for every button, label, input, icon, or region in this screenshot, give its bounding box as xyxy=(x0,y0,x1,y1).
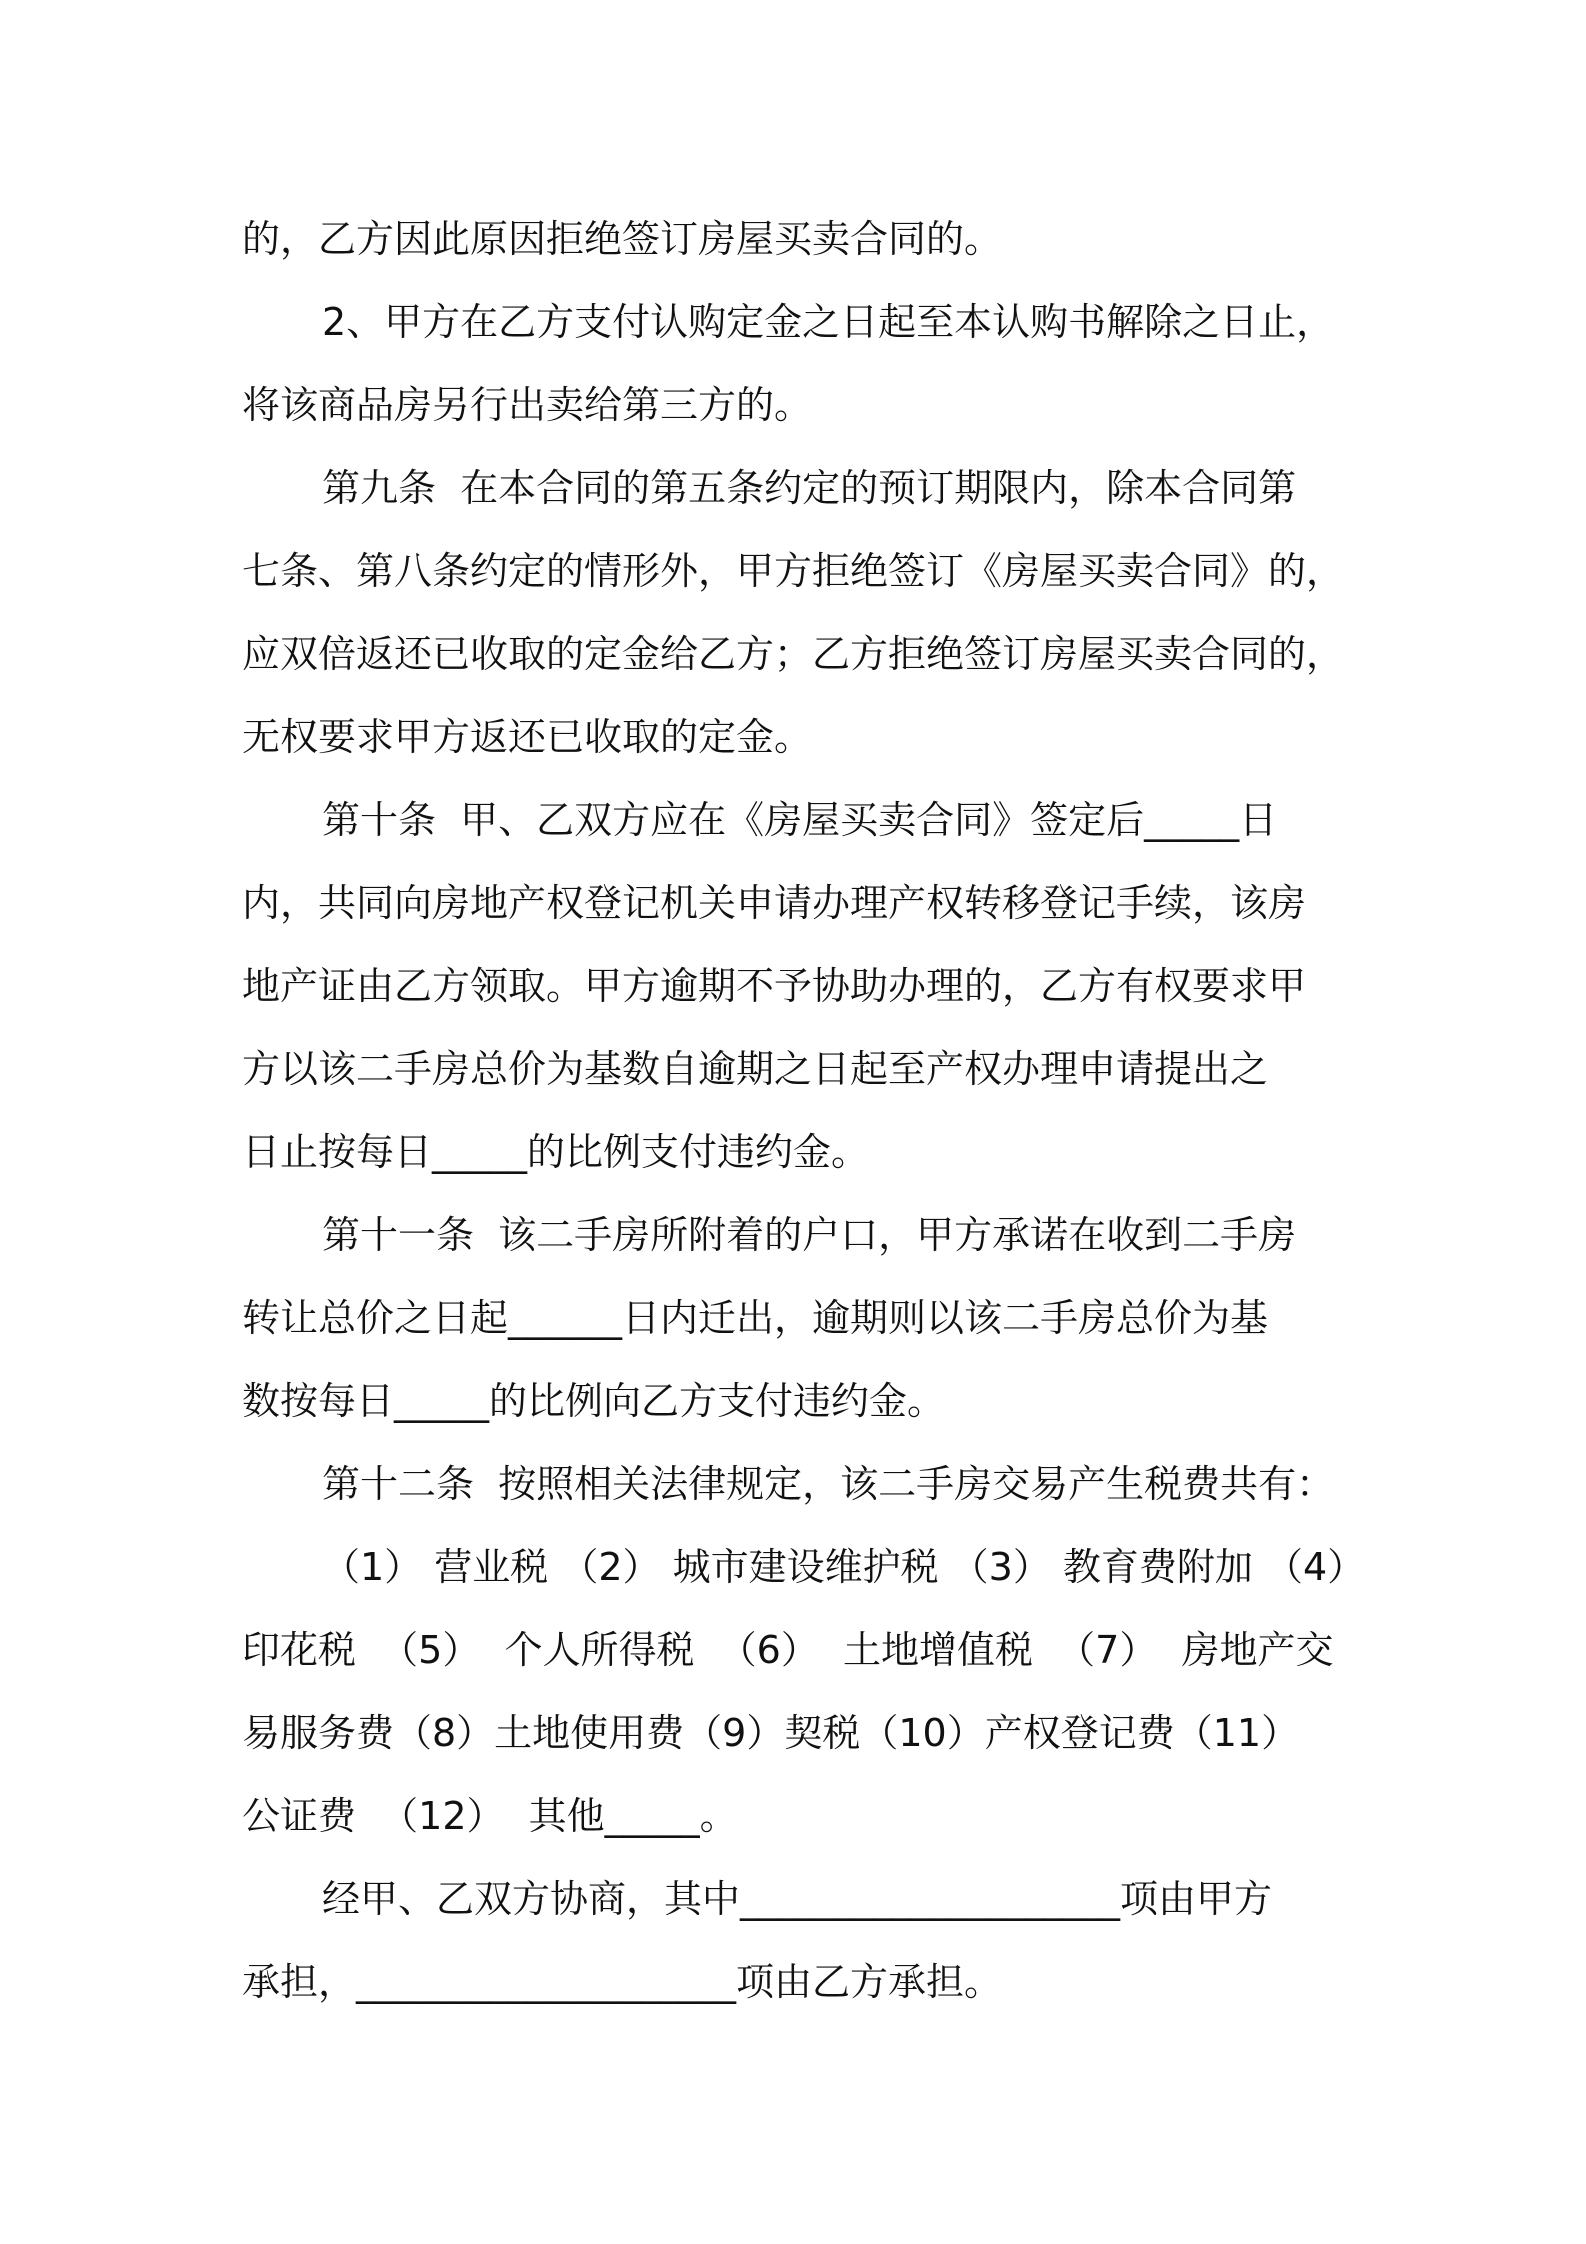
text-line: 第十条 甲、乙双方应在《房屋买卖合同》签定后_____日 xyxy=(322,798,1278,842)
text-line: 第九条 在本合同的第五条约定的预订期限内，除本合同第 xyxy=(322,466,1297,510)
text-line: 日止按每日_____的比例支付违约金。 xyxy=(242,1130,870,1174)
text-line: 方以该二手房总价为基数自逾期之日起至产权办理申请提出之 xyxy=(242,1047,1269,1091)
text-line: 将该商品房另行出卖给第三方的。 xyxy=(242,383,813,427)
text-line: 印花税 （5） 个人所得税 （6） 土地增值税 （7） 房地产交 xyxy=(242,1628,1334,1672)
paragraph-tax-list xyxy=(242,1526,1366,1858)
text-line: 地产证由乙方领取。甲方逾期不予协助办理的，乙方有权要求甲 xyxy=(242,964,1307,1008)
text-line: 经甲、乙双方协商，其中____________________项由甲方 xyxy=(322,1877,1273,1921)
text-line: （1） 营业税 （2） 城市建设维护税 （3） 教育费附加 （4） xyxy=(322,1545,1366,1589)
text-line: 公证费 （12） 其他_____。 xyxy=(242,1794,738,1838)
text-line: 应双倍返还已收取的定金给乙方；乙方拒绝签订房屋买卖合同的， xyxy=(242,632,1345,676)
text-line: 内，共同向房地产权登记机关申请办理产权转移登记手续，该房 xyxy=(242,881,1307,925)
text-line: 第十一条 该二手房所附着的户口，甲方承诺在收到二手房 xyxy=(322,1213,1297,1257)
paragraph-continuation xyxy=(242,198,1352,281)
paragraph-article-9 xyxy=(242,447,1352,779)
text-line: 第十二条 按照相关法律规定，该二手房交易产生税费共有： xyxy=(322,1462,1335,1506)
text-line: 易服务费（8）土地使用费（9）契税（10）产权登记费（11） xyxy=(242,1711,1300,1755)
text-line: 数按每日_____的比例向乙方支付违约金。 xyxy=(242,1379,946,1423)
text-line: 2、甲方在乙方支付认购定金之日起至本认购书解除之日止， xyxy=(322,300,1335,344)
text-line: 无权要求甲方返还已收取的定金。 xyxy=(242,715,813,759)
paragraph-item-2 xyxy=(242,281,1352,447)
text-line: 转让总价之日起______日内迁出，逾期则以该二手房总价为基 xyxy=(242,1296,1269,1340)
paragraph-article-11 xyxy=(242,1194,1352,1443)
text-line: 承担，____________________项由乙方承担。 xyxy=(242,1960,1003,2004)
paragraph-article-12 xyxy=(242,1443,1352,1526)
text-line: 的，乙方因此原因拒绝签订房屋买卖合同的。 xyxy=(242,217,1003,261)
document-body xyxy=(242,198,1366,2024)
paragraph-article-10 xyxy=(242,779,1352,1194)
text-line: 七条、第八条约定的情形外，甲方拒绝签订《房屋买卖合同》的， xyxy=(242,549,1345,593)
paragraph-negotiation xyxy=(242,1858,1352,2024)
